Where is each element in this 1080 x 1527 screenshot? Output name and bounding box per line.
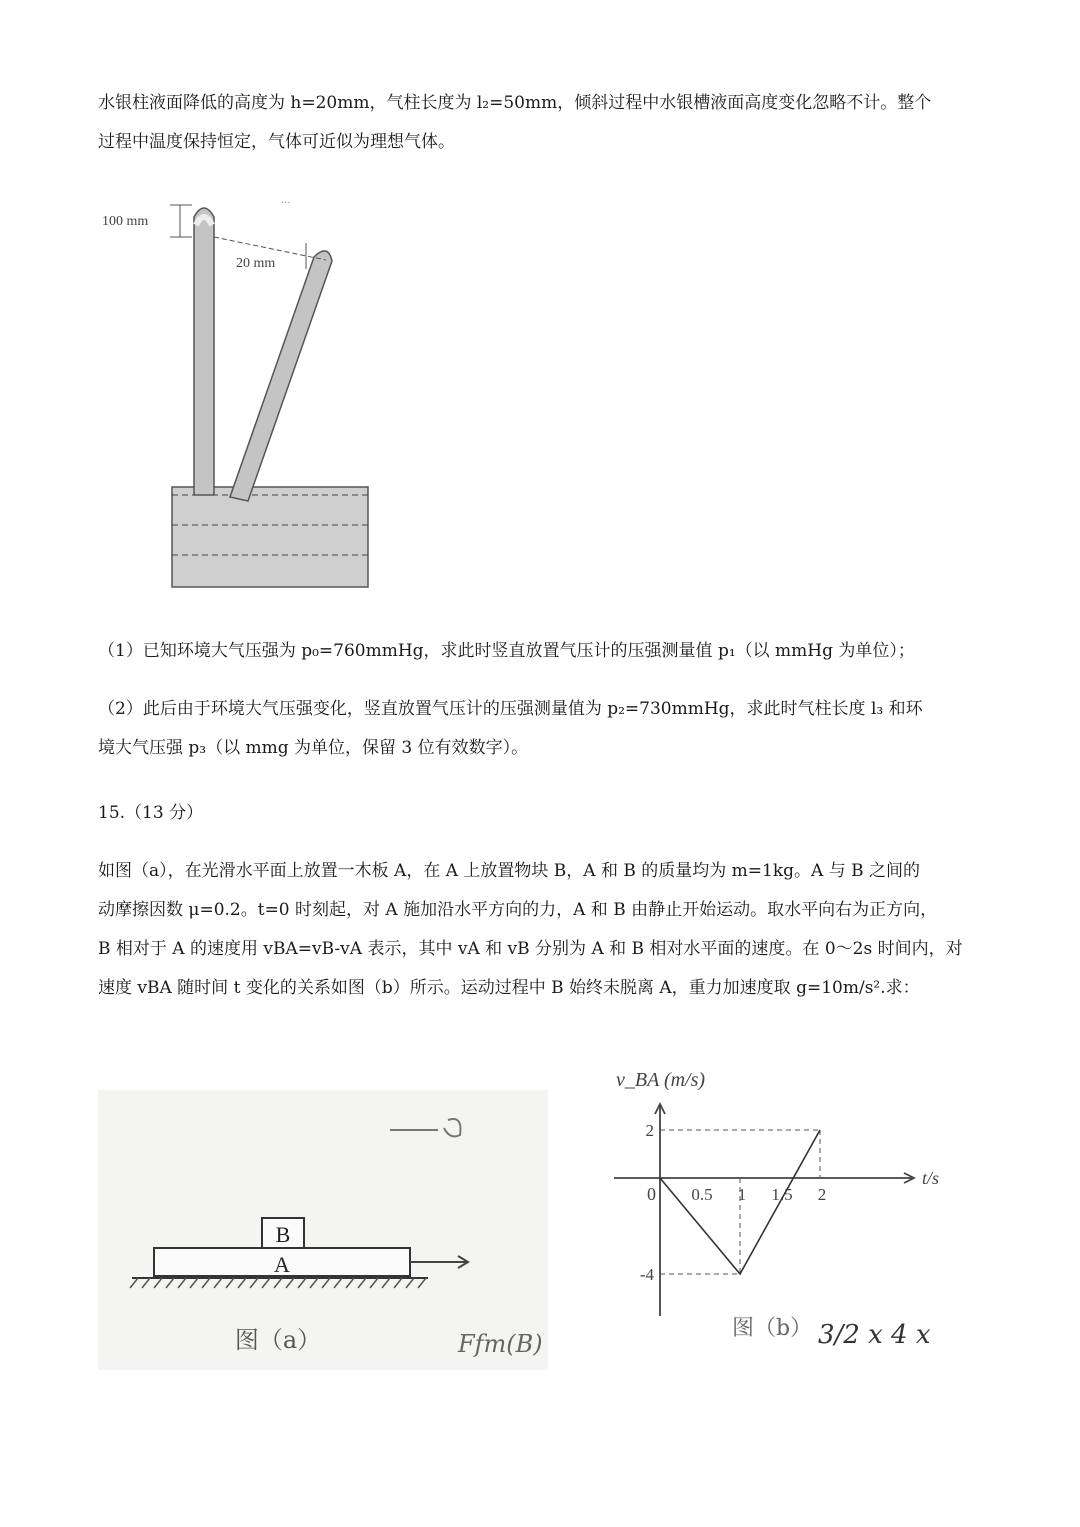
x-tick-0.5: 0.5 — [691, 1185, 713, 1204]
block-b-label: B — [275, 1222, 291, 1247]
x-tick-1: 1 — [737, 1185, 747, 1204]
figure-a — [98, 1090, 548, 1370]
problem-15-header — [98, 794, 984, 833]
x-tick-2: 2 — [817, 1185, 827, 1204]
question-1 — [98, 632, 984, 671]
x-axis-label: t/s — [922, 1168, 940, 1188]
problem-15-title: 15.（13 分） — [98, 803, 204, 823]
p15-line-3: B 相对于 A 的速度用 vBA=vB-vA 表示，其中 vA 和 vB 分别为 A 和 B 相对水平面的速度。在 0～2s 时间内，对 — [98, 939, 963, 959]
intro-line-1: 水银柱液面降低的高度为 h=20mm，气柱长度为 l₂=50mm，倾斜过程中水银槽液面高度变化忽略不计。整个 — [98, 93, 932, 113]
figure-b-chart — [600, 1045, 940, 1375]
label-100mm: 100 mm — [102, 214, 149, 229]
board-a-label: A — [274, 1252, 290, 1277]
figure-b-caption: 图（b） — [732, 1316, 813, 1341]
x-tick-1.5: 1.5 — [771, 1185, 793, 1204]
y-tick-neg4: -4 — [639, 1265, 654, 1284]
figure-a-handwriting: Ffm(B) — [458, 1330, 543, 1358]
q2-line-2: 境大气压强 p₃（以 mmg 为单位，保留 3 位有效数字）。 — [98, 738, 529, 758]
vertical-tube — [194, 208, 214, 495]
y-tick-2: 2 — [645, 1121, 654, 1140]
q2-line-1: （2）此后由于环境大气压强变化，竖直放置气压计的压强测量值为 p₂=730mmHg，求此时气柱长度 l₃ 和环 — [98, 699, 923, 719]
p15-line-4: 速度 vBA 随时间 t 变化的关系如图（b）所示。运动过程中 B 始终未脱离 A，重力加速度取 g=10m/s².求： — [98, 978, 920, 998]
intro-paragraph — [98, 84, 984, 162]
tilted-tube — [230, 251, 332, 501]
mercury-trough — [172, 487, 368, 587]
label-20mm: 20 mm — [236, 256, 276, 271]
q1-text: （1）已知环境大气压强为 p₀=760mmHg，求此时竖直放置气压计的压强测量值 p₁（以 mmHg 为单位）； — [98, 641, 915, 661]
figure-a-caption: 图（a） — [234, 1326, 322, 1354]
y-axis-label: v_BA (m/s) — [616, 1069, 706, 1091]
question-2 — [98, 690, 984, 768]
p15-line-2: 动摩擦因数 μ=0.2。t=0 时刻起，对 A 施加沿水平方向的力，A 和 B 由静止开始运动。取水平向右为正方向， — [98, 900, 938, 920]
barometer-figure — [96, 185, 376, 595]
intro-line-2: 过程中温度保持恒定，气体可近似为理想气体。 — [98, 132, 455, 152]
origin-label: 0 — [647, 1184, 656, 1204]
scribble-top: ... — [281, 195, 291, 206]
figure-a-background — [98, 1090, 548, 1370]
figure-b-handwriting: 3/2 x 4 x — [818, 1320, 931, 1350]
p15-line-1: 如图（a），在光滑水平面上放置一木板 A，在 A 上放置物块 B，A 和 B 的质量均为 m=1kg。A 与 B 之间的 — [98, 861, 921, 881]
problem-15-body — [98, 852, 984, 1008]
